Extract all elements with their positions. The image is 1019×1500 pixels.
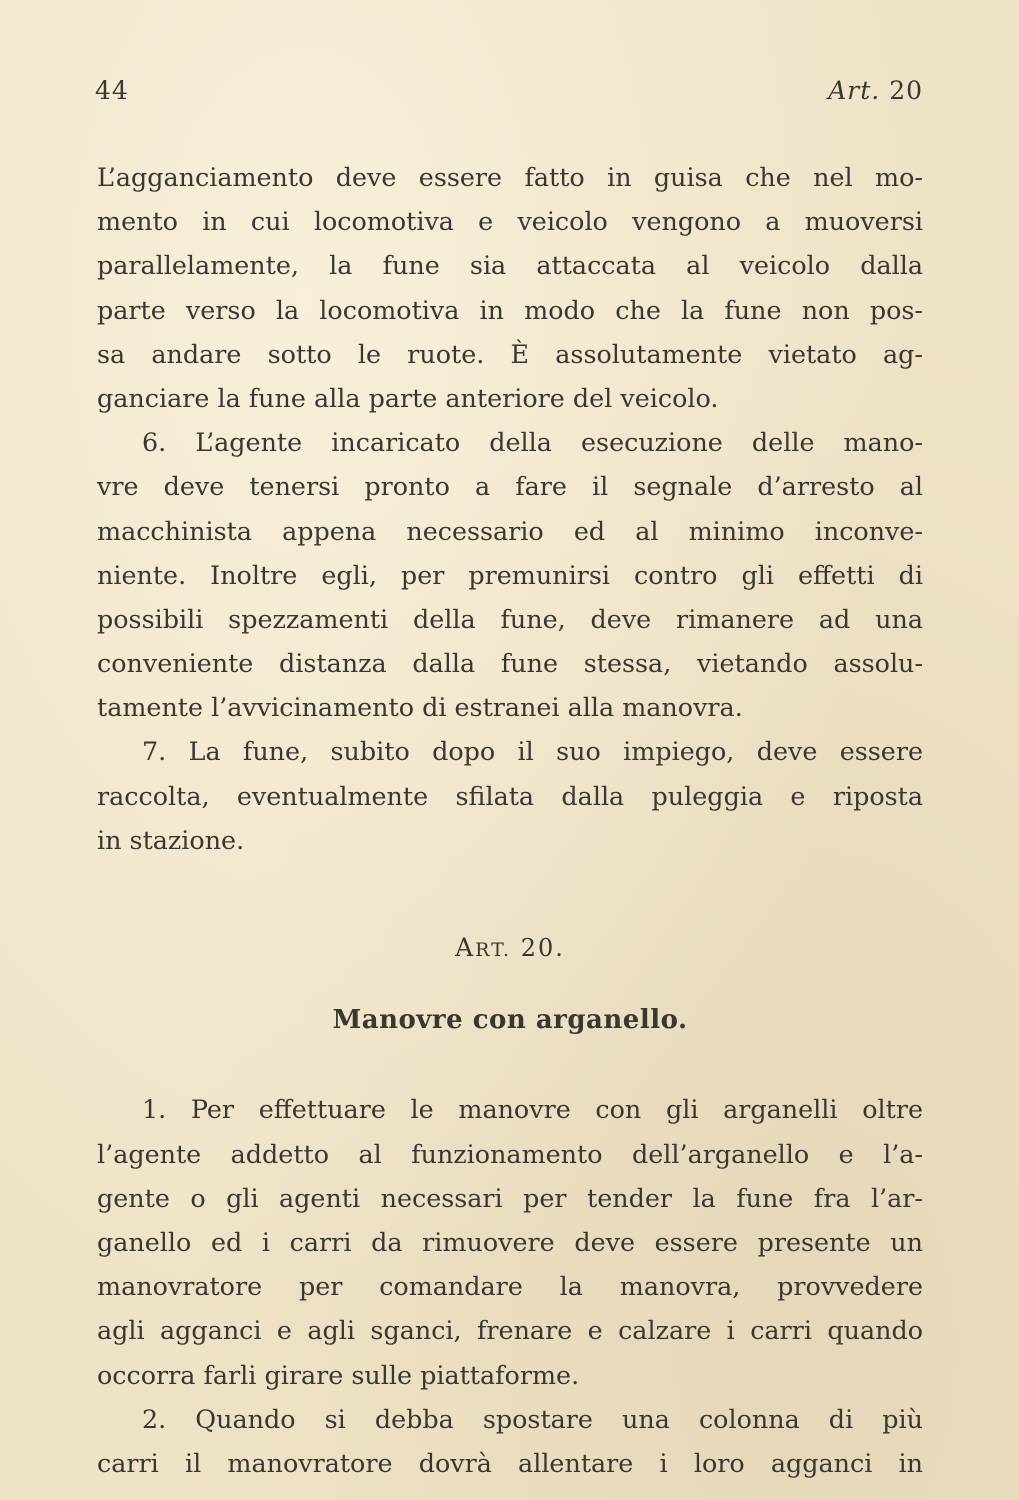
article-reference-number: 20 <box>889 76 923 105</box>
text-line: carri il manovratore dovrà allentare i loro agganci in <box>97 1447 923 1478</box>
text-line: manovratore per comandare la manovra, provvedere <box>97 1271 923 1302</box>
text-line: l’agente addetto al funzionamento dell’arganello e l’a- <box>97 1138 923 1169</box>
text-line: 6. L’agente incaricato della esecuzione delle mano- <box>142 427 923 458</box>
text-line: ganciare la fune alla parte anteriore del veicolo. <box>97 382 719 413</box>
article-heading-initial: A <box>455 933 476 962</box>
text-line: occorra farli girare sulle piattaforme. <box>97 1359 580 1390</box>
text-line: tamente l’avvicinamento di estranei alla manovra. <box>97 692 743 723</box>
paragraph-7 <box>97 729 923 862</box>
text-line: 2. Quando si debba spostare una colonna di più <box>142 1403 923 1434</box>
text-line: niente. Inoltre egli, per premunirsi contro gli effetti di <box>97 559 923 590</box>
paragraph-section-1 <box>97 1087 923 1396</box>
paragraph-continued <box>97 155 923 420</box>
text-line: ganello ed i carri da rimuovere deve essere presente un <box>97 1226 923 1257</box>
article-heading-rest: RT. <box>475 939 512 961</box>
text-line: conveniente distanza dalla fune stessa, vietando assolu- <box>97 648 923 679</box>
article-reference-label: Art. <box>828 76 881 105</box>
text-line: parte verso la locomotiva in modo che la fune non pos- <box>97 294 923 325</box>
section-article-heading <box>97 926 923 972</box>
section-title: Manovre con arganello. <box>332 1005 688 1036</box>
text-line: L’agganciamento deve essere fatto in guisa che nel mo- <box>97 162 923 192</box>
paragraph-section-2 <box>97 1397 923 1485</box>
text-line: 7. La fune, subito dopo il suo impiego, deve essere <box>142 736 923 767</box>
text-line: sa andare sotto le ruote. È assolutamente vietato ag- <box>97 338 923 369</box>
section-body <box>97 1087 923 1485</box>
text-line: in stazione. <box>97 824 245 855</box>
text-line: vre deve tenersi pronto a fare il segnale d’arresto al <box>97 471 923 502</box>
text-line: raccolta, eventualmente sfilata dalla puleggia e riposta <box>97 780 923 811</box>
running-head <box>97 72 923 112</box>
article-reference <box>828 76 923 105</box>
main-text <box>97 155 923 1485</box>
text-line: gente o gli agenti necessari per tender la fune fra l’ar- <box>97 1182 923 1213</box>
page-number: 44 <box>95 76 129 105</box>
text-line: agli agganci e agli sganci, frenare e calzare i carri quando <box>97 1315 923 1346</box>
text-line: mento in cui locomotiva e veicolo vengono a muoversi <box>97 206 923 237</box>
article-heading-number: 20. <box>520 934 565 962</box>
text-line: macchinista appena necessario ed al minimo inconve- <box>97 515 923 546</box>
text-line: parallelamente, la fune sia attaccata al veicolo dalla <box>97 250 923 281</box>
book-page <box>95 72 923 1478</box>
text-line: possibili spezzamenti della fune, deve rimanere ad una <box>97 603 923 634</box>
paragraph-6 <box>97 420 923 729</box>
text-line: 1. Per effettuare le manovre con gli arganelli oltre <box>142 1094 923 1125</box>
